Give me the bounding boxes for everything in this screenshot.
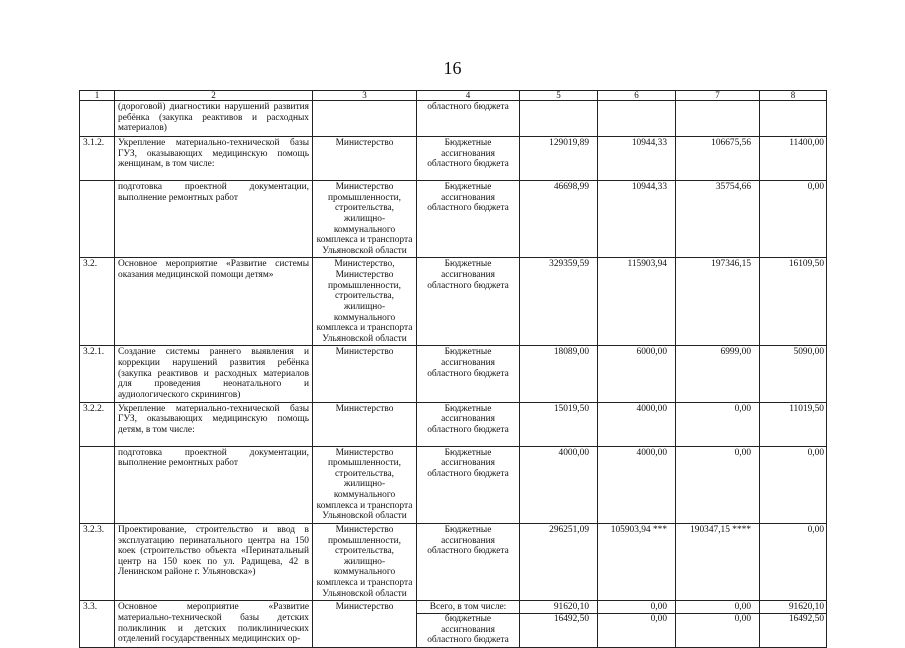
item-year-2: 197346,15 <box>676 258 760 346</box>
item-number: 3.1.2. <box>80 137 115 181</box>
item-name: Основное мероприятие «Развитие системы оказания медицинской помощи детям» <box>115 258 313 346</box>
table-row <box>80 181 827 258</box>
item-funding-source: Бюджетные ассигнования областного бюджета <box>417 402 520 446</box>
total-value: 0,00 <box>676 602 759 614</box>
item-total: 129019,89 <box>520 137 598 181</box>
item-name: (дороговой) диагностики нарушений развития ребёнка (закупка реактивов и расходных материалов) <box>115 101 313 137</box>
table-header-row <box>80 91 827 101</box>
item-funding-source: Бюджетные ассигнования областного бюджета <box>417 523 520 600</box>
item-funding-source: Бюджетные ассигнования областного бюджета <box>417 346 520 402</box>
item-executor: Министерство промышленности, строительства, жилищно-коммунального комплекса и транспорта Ульяновской области <box>313 446 417 523</box>
header-cell: 8 <box>760 91 827 101</box>
regional-value: 0,00 <box>650 613 667 624</box>
table-row <box>80 101 827 137</box>
table-row <box>80 137 827 181</box>
item-year-1: 4000,00 <box>598 446 676 523</box>
item-name: Укрепление материально-технической базы ГУЗ, оказывающих медицинскую помощь детям, в том числе: <box>115 402 313 446</box>
item-year-1: 10944,33 <box>598 181 676 258</box>
item-year-2 <box>676 601 760 648</box>
item-executor: Министерство <box>313 346 417 402</box>
item-year-2: 6999,00 <box>676 346 760 402</box>
item-year-3: 11400,00 <box>760 137 827 181</box>
item-year-3: 5090,00 <box>760 346 827 402</box>
item-year-1: 6000,00 <box>598 346 676 402</box>
item-number: 3.3. <box>80 601 115 648</box>
table-row <box>80 346 827 402</box>
item-year-3 <box>760 601 827 648</box>
item-total <box>520 101 598 137</box>
header-cell: 6 <box>598 91 676 101</box>
item-executor: Министерство промышленности, строительства, жилищно-коммунального комплекса и транспорта Ульяновской области <box>313 181 417 258</box>
item-year-2: 0,00 <box>676 402 760 446</box>
item-executor: Министерство промышленности, строительства, жилищно-коммунального комплекса и транспорта Ульяновской области <box>313 523 417 600</box>
item-number: 3.2. <box>80 258 115 346</box>
item-executor: Министерство <box>313 601 417 648</box>
page-number: 16 <box>443 58 462 78</box>
item-executor: Министерство <box>313 402 417 446</box>
table-row <box>80 601 827 648</box>
item-name: подготовка проектной документации, выполнение ремонтных работ <box>115 446 313 523</box>
item-year-1: 115903,94 <box>598 258 676 346</box>
item-funding-source <box>417 601 520 648</box>
item-name: подготовка проектной документации, выполнение ремонтных работ <box>115 181 313 258</box>
item-executor <box>313 101 417 137</box>
item-year-3: 0,00 <box>760 446 827 523</box>
item-total: 15019,50 <box>520 402 598 446</box>
header-cell: 7 <box>676 91 760 101</box>
total-value: 91620,10 <box>760 602 826 614</box>
header-cell: 4 <box>417 91 520 101</box>
item-year-2: 106675,56 <box>676 137 760 181</box>
item-total: 296251,09 <box>520 523 598 600</box>
regional-value: 16492,50 <box>788 613 824 624</box>
item-number: 3.2.2. <box>80 402 115 446</box>
item-funding-source: Бюджетные ассигнования областного бюджета <box>417 181 520 258</box>
item-year-3 <box>760 101 827 137</box>
program-table <box>79 90 827 648</box>
item-number <box>80 101 115 137</box>
item-funding-source: Бюджетные ассигнования областного бюджета <box>417 258 520 346</box>
header-cell: 2 <box>115 91 313 101</box>
table-row <box>80 446 827 523</box>
item-name: Основное мероприятие «Развитие материально-технической базы детских поликлиник и детских поликлинических отделений государственных медицинских ор- <box>115 601 313 648</box>
item-name: Укрепление материально-технической базы ГУЗ, оказывающих медицинскую помощь женщинам, в том числе: <box>115 137 313 181</box>
item-funding-source: Бюджетные ассигнования областного бюджета <box>417 446 520 523</box>
item-year-3: 0,00 <box>760 523 827 600</box>
funding-total-label: Всего, в том числе: <box>417 602 519 614</box>
item-year-2: 0,00 <box>676 446 760 523</box>
item-funding-source: Бюджетные ассигнования областного бюджета <box>417 137 520 181</box>
item-total: 329359,59 <box>520 258 598 346</box>
header-cell: 5 <box>520 91 598 101</box>
item-year-3: 0,00 <box>760 181 827 258</box>
item-year-1 <box>598 101 676 137</box>
item-year-2: 190347,15 **** <box>676 523 760 600</box>
item-number: 3.2.1. <box>80 346 115 402</box>
table-row <box>80 523 827 600</box>
item-number: 3.2.3. <box>80 523 115 600</box>
item-year-2: 35754,66 <box>676 181 760 258</box>
item-year-1 <box>598 601 676 648</box>
item-total: 46698,99 <box>520 181 598 258</box>
header-cell: 1 <box>80 91 115 101</box>
item-total: 4000,00 <box>520 446 598 523</box>
item-executor: Министерство <box>313 137 417 181</box>
item-funding-source: областного бюджета <box>417 101 520 137</box>
item-name: Проектирование, строительство и ввод в эксплуатацию перинатального центра на 150 коек (строительство объекта «Перинатальный центр на 150 коек по ул. Радищева, 42 в Ленинском районе г. Ульяновска») <box>115 523 313 600</box>
item-year-3: 16109,50 <box>760 258 827 346</box>
item-total: 18089,00 <box>520 346 598 402</box>
total-value: 91620,10 <box>520 602 597 614</box>
item-year-1: 10944,33 <box>598 137 676 181</box>
header-cell: 3 <box>313 91 417 101</box>
item-year-3: 11019,50 <box>760 402 827 446</box>
item-executor: Министерство, Министерство промышленности, строительства, жилищно-коммунального комплекса и транспорта Ульяновской области <box>313 258 417 346</box>
item-number <box>80 181 115 258</box>
item-year-1: 4000,00 <box>598 402 676 446</box>
regional-value: 16492,50 <box>553 613 589 624</box>
funding-regional-label: бюджетные ассигнования областного бюджета <box>427 613 509 646</box>
item-year-1: 105903,94 *** <box>598 523 676 600</box>
table-row <box>80 258 827 346</box>
regional-value: 0,00 <box>734 613 751 624</box>
item-year-2 <box>676 101 760 137</box>
item-number <box>80 446 115 523</box>
total-value: 0,00 <box>598 602 675 614</box>
item-name: Создание системы раннего выявления и коррекции нарушений развития ребёнка (закупка реактивов и расходных материалов для проведения неонатального и аудиологического скринингов) <box>115 346 313 402</box>
table-row <box>80 402 827 446</box>
item-total <box>520 601 598 648</box>
